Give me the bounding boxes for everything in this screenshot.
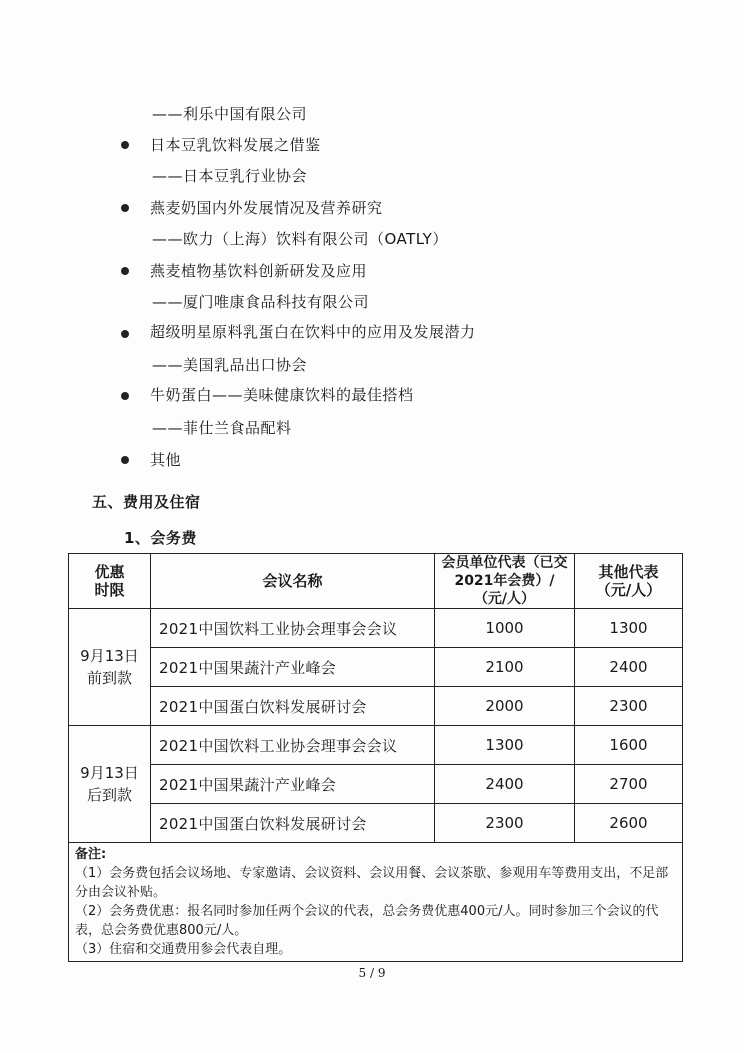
meeting-name: 2021中国果蔬汁产业峰会 xyxy=(151,765,435,804)
other-fee: 1300 xyxy=(575,609,683,648)
period-cell: 9月13日后到款 xyxy=(69,726,151,843)
table-header-row xyxy=(69,554,683,609)
note-item: （1）会务费包括会议场地、专家邀请、会议资料、会议用餐、会议茶歇、参观用车等费用支出，不足部分由会议补贴。 xyxy=(75,866,669,900)
member-fee: 2100 xyxy=(435,648,575,687)
notes-cell xyxy=(69,843,683,962)
meeting-name: 2021中国饮料工业协会理事会会议 xyxy=(151,609,435,648)
member-fee: 2000 xyxy=(435,687,575,726)
table-row xyxy=(69,804,683,843)
header-name: 会议名称 xyxy=(151,554,435,609)
topic-title: 燕麦植物基饮料创新研发及应用 xyxy=(150,262,368,280)
bullet-icon xyxy=(121,392,129,400)
table-row xyxy=(69,726,683,765)
topic-speaker: ——利乐中国有限公司 xyxy=(152,105,308,123)
other-fee: 2300 xyxy=(575,687,683,726)
other-fee: 1600 xyxy=(575,726,683,765)
notes-row xyxy=(69,843,683,962)
bullet-icon xyxy=(121,267,129,275)
meeting-name: 2021中国蛋白饮料发展研讨会 xyxy=(151,804,435,843)
fee-table xyxy=(68,553,683,962)
note-item: （3）住宿和交通费用参会代表自理。 xyxy=(75,942,292,957)
topic-title: 牛奶蛋白——美味健康饮料的最佳搭档 xyxy=(150,386,414,404)
topic-speaker: ——菲仕兰食品配料 xyxy=(152,419,292,437)
member-fee: 2300 xyxy=(435,804,575,843)
table-row xyxy=(69,765,683,804)
topic-speaker: ——厦门唯康食品科技有限公司 xyxy=(152,293,370,311)
meeting-name: 2021中国蛋白饮料发展研讨会 xyxy=(151,687,435,726)
member-fee: 1300 xyxy=(435,726,575,765)
table-row xyxy=(69,687,683,726)
page-number: 5 / 9 xyxy=(358,966,386,980)
other-fee: 2600 xyxy=(575,804,683,843)
topic-title: 日本豆乳饮料发展之借鉴 xyxy=(150,136,321,154)
meeting-name: 2021中国果蔬汁产业峰会 xyxy=(151,648,435,687)
subsection-heading: 1、会务费 xyxy=(124,529,197,547)
period-cell: 9月13日前到款 xyxy=(69,609,151,726)
bullet-icon xyxy=(121,141,129,149)
header-period: 优惠时限 xyxy=(69,554,151,609)
section-heading: 五、费用及住宿 xyxy=(92,493,201,511)
header-member: 会员单位代表（已交2021年会费）/（元/人） xyxy=(435,554,575,609)
topic-speaker: ——日本豆乳行业协会 xyxy=(152,167,308,185)
member-fee: 2400 xyxy=(435,765,575,804)
topic-speaker: ——美国乳品出口协会 xyxy=(152,356,308,374)
other-fee: 2400 xyxy=(575,648,683,687)
notes-title: 备注: xyxy=(75,847,107,862)
table-row xyxy=(69,609,683,648)
topic-title: 燕麦奶国内外发展情况及营养研究 xyxy=(150,199,383,217)
header-other: 其他代表（元/人） xyxy=(575,554,683,609)
topic-title: 超级明星原料乳蛋白在饮料中的应用及发展潜力 xyxy=(150,323,476,341)
topic-title: 其他 xyxy=(150,451,182,469)
bullet-icon xyxy=(121,456,129,464)
note-item: （2）会务费优惠：报名同时参加任两个会议的代表，总会务费优惠400元/人。同时参加三个会议的代表，总会务费优惠800元/人。 xyxy=(75,904,659,938)
other-fee: 2700 xyxy=(575,765,683,804)
table-row xyxy=(69,648,683,687)
meeting-name: 2021中国饮料工业协会理事会会议 xyxy=(151,726,435,765)
bullet-icon xyxy=(121,330,129,338)
bullet-icon xyxy=(121,204,129,212)
topic-speaker: ——欧力（上海）饮料有限公司（OATLY） xyxy=(152,230,448,248)
member-fee: 1000 xyxy=(435,609,575,648)
